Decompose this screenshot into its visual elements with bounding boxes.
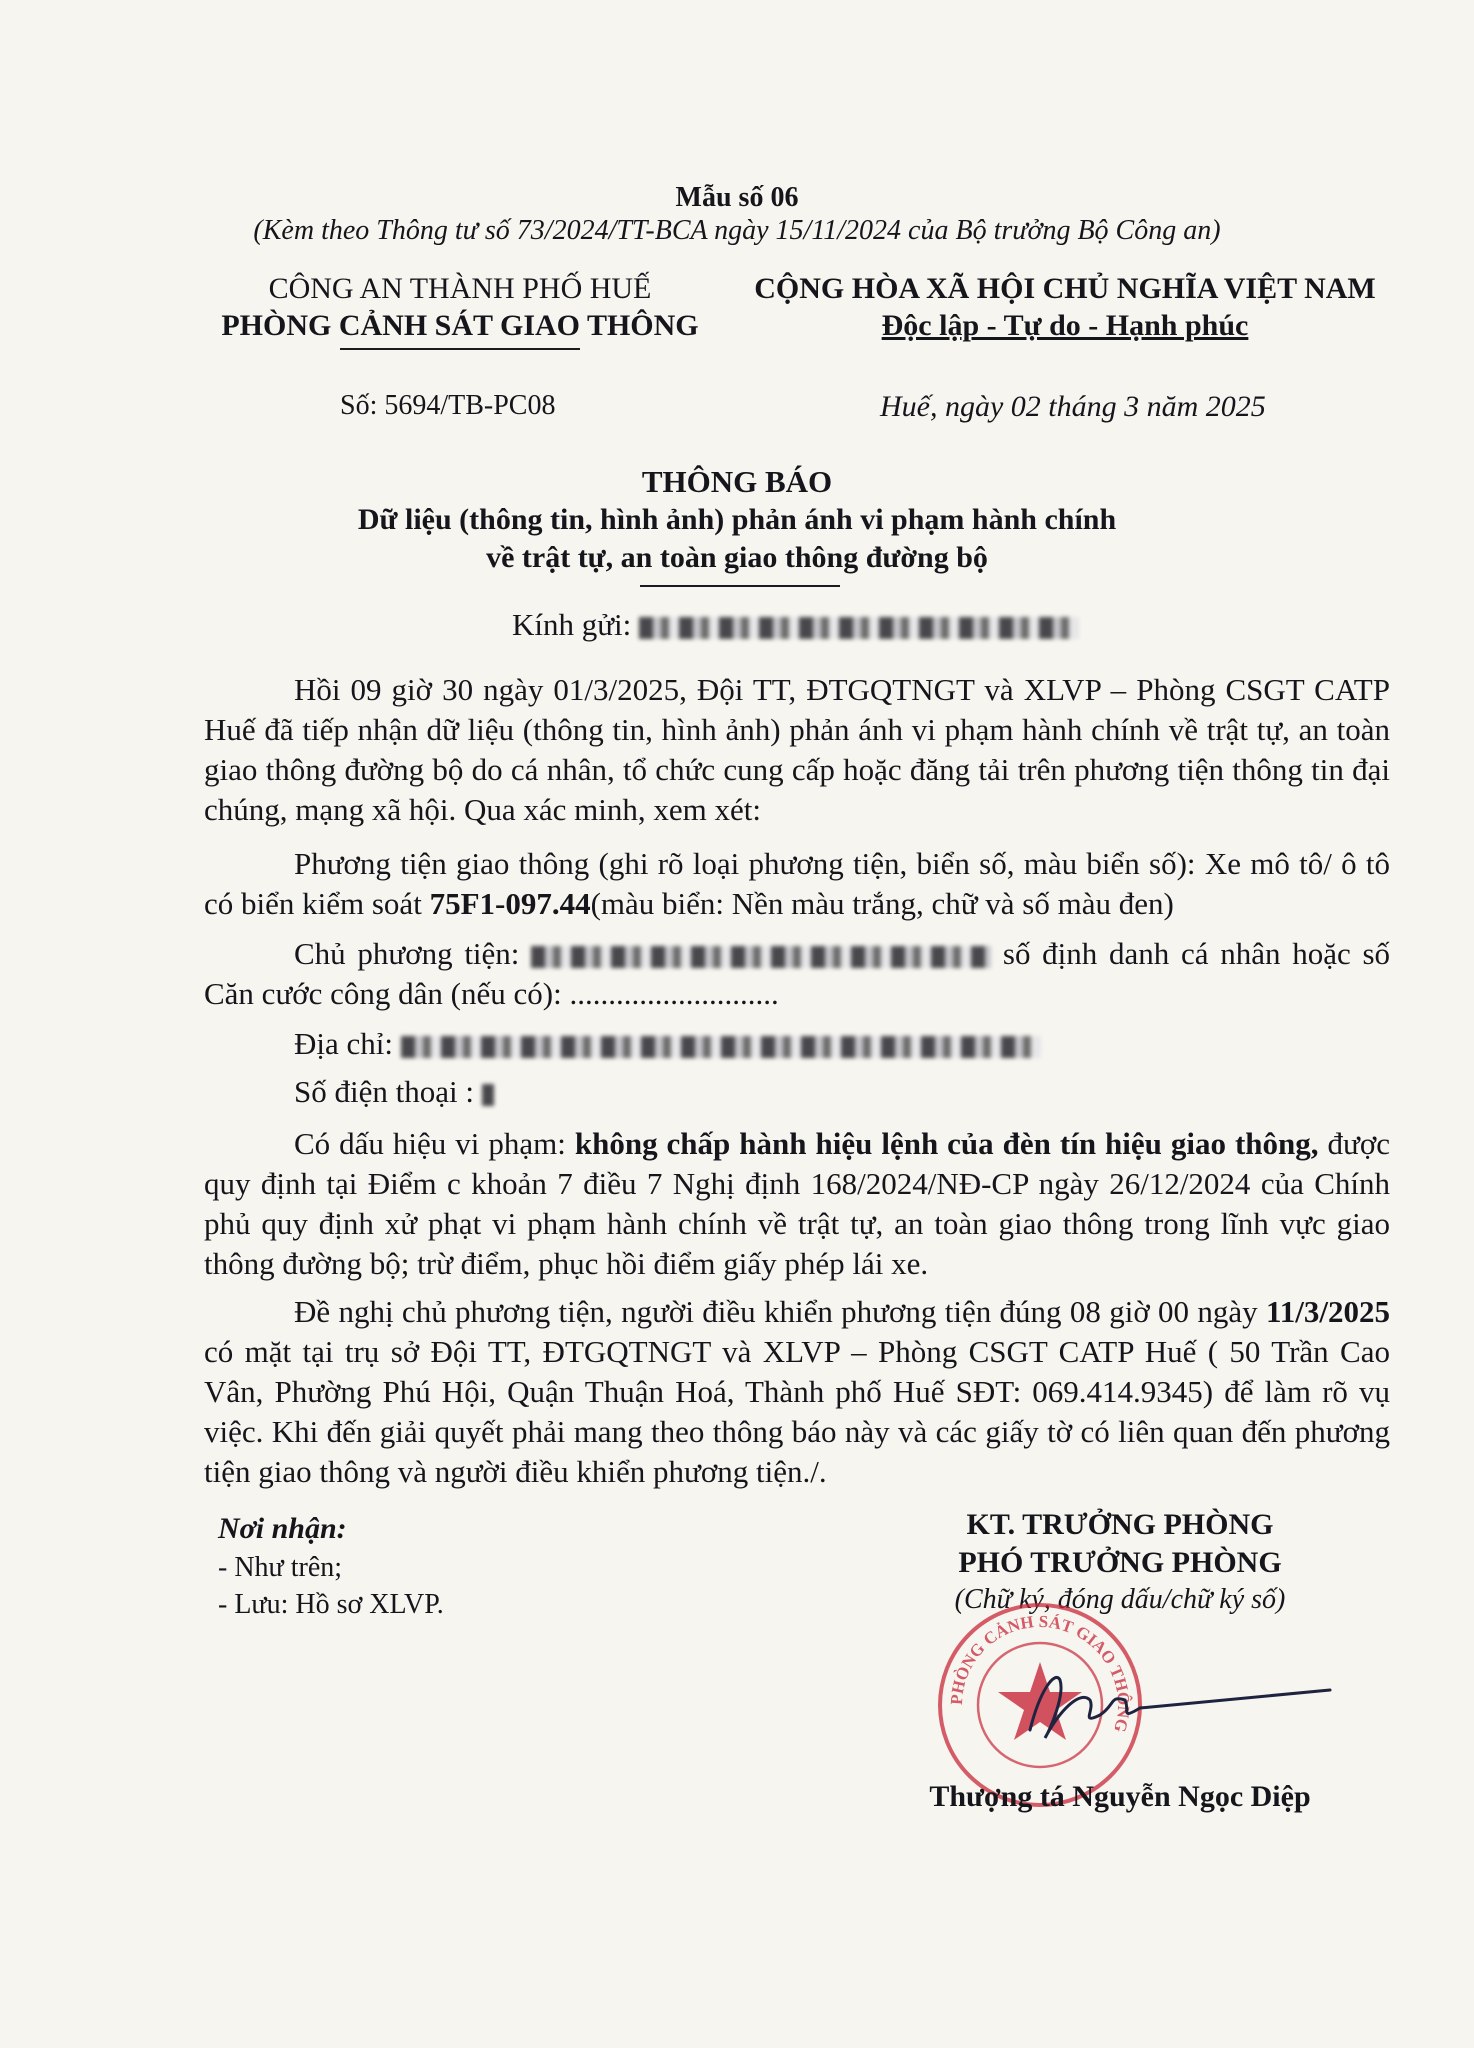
- paragraph-violation: [204, 1124, 1390, 1284]
- signature-note: (Chữ ký, đóng dấu/chữ ký số): [954, 1584, 1286, 1615]
- violation-legal-basis: được quy định tại Điểm c khoản 7 điều 7 Nghị định 168/2024/NĐ-CP ngày 26/12/2024 của Chính phủ quy định xử phạt vi phạm hành chính về trật tự, an toàn giao thông trong lĩnh vực giao thông đường bộ; trừ điểm, phục hồi điểm giấy phép lái xe.: [204, 1126, 1390, 1281]
- license-plate: 75F1-097.44: [429, 886, 591, 921]
- agency-line-1: CÔNG AN THÀNH PHỐ HUẾ: [268, 272, 652, 305]
- address-label: Địa chỉ:: [294, 1026, 393, 1061]
- redacted-address: [401, 1036, 1041, 1058]
- handwritten-signature: [1010, 1660, 1340, 1750]
- paragraph-owner: [204, 934, 1390, 1014]
- signature-title-1: KT. TRƯỞNG PHÒNG: [966, 1508, 1274, 1541]
- paragraph-receipt-text: Hồi 09 giờ 30 ngày 01/3/2025, Đội TT, ĐTGQTNGT và XLVP – Phòng CSGT CATP Huế đã tiếp nhận dữ liệu (thông tin, hình ảnh) phản ánh vi phạm hành chính về trật tự, an toàn giao thông đường bộ do cá nhân, tổ chức cung cấp hoặc đăng tải trên phương tiện thông tin đại chúng, mạng xã hội. Qua xác minh, xem xét:: [204, 672, 1390, 827]
- notice-subtitle-1: Dữ liệu (thông tin, hình ảnh) phản ánh vi phạm hành chính: [357, 503, 1117, 536]
- appointment-date: 11/3/2025: [1265, 1294, 1390, 1329]
- vehicle-text: Phương tiện giao thông (ghi rõ loại phương tiện, biển số, màu biển số): Xe mô tô/ ô tô có biển kiểm soát: [204, 846, 1390, 921]
- recipient-item-1: - Như trên;: [218, 1552, 343, 1583]
- document-number: Số: 5694/TB-PC08: [340, 390, 556, 421]
- redacted-owner: [531, 946, 991, 968]
- recipient-line: [512, 607, 1079, 643]
- violation-label: Có dấu hiệu vi phạm:: [294, 1126, 575, 1161]
- agency-line-2: PHÒNG CẢNH SÁT GIAO THÔNG: [221, 309, 699, 342]
- recipients-label: Nơi nhận:: [218, 1512, 347, 1545]
- place-date: Huế, ngày 02 tháng 3 năm 2025: [880, 390, 1266, 423]
- paragraph-receipt: [204, 670, 1390, 830]
- plate-color: (màu biển: Nền màu trắng, chữ và số màu đen): [590, 886, 1174, 921]
- redacted-phone: [482, 1084, 494, 1106]
- request-text: Đề nghị chủ phương tiện, người điều khiển phương tiện đúng 08 giờ 00 ngày: [294, 1294, 1266, 1329]
- recipient-label: Kính gửi:: [512, 607, 632, 642]
- paragraph-address: [204, 1024, 1390, 1064]
- request-details: có mặt tại trụ sở Đội TT, ĐTGQTNGT và XLVP – Phòng CSGT CATP Huế ( 50 Trần Cao Vân, Phường Phú Hội, Quận Thuận Hoá, Thành phố Huế SĐT: 069.414.9345) để làm rõ vụ việc. Khi đến giải quyết phải mang theo thông báo này và các giấy tờ có liên quan đến phương tiện giao thông và người điều khiển phương tiện./.: [204, 1334, 1390, 1489]
- nation-line-2: Độc lập - Tự do - Hạnh phúc: [881, 309, 1249, 342]
- owner-id-text: số định danh cá nhân hoặc số Căn cước công dân (nếu có): ...........................: [204, 936, 1391, 1011]
- form-reference: (Kèm theo Thông tư số 73/2024/TT-BCA ngày 15/11/2024 của Bộ trưởng Bộ Công an): [253, 215, 1221, 246]
- seal-text: PHÒNG CẢNH SÁT GIAO THÔNG: [946, 1611, 1134, 1735]
- paragraph-request: [204, 1292, 1390, 1492]
- recipient-item-2: - Lưu: Hồ sơ XLVP.: [218, 1589, 444, 1620]
- signature-title-2: PHÓ TRƯỞNG PHÒNG: [958, 1546, 1282, 1579]
- nation-line-1: CỘNG HÒA XÃ HỘI CHỦ NGHĨA VIỆT NAM: [754, 272, 1376, 305]
- redacted-recipient: [639, 617, 1079, 639]
- paragraph-phone: [204, 1072, 1390, 1112]
- notice-title: THÔNG BÁO: [641, 464, 833, 499]
- notice-subtitle-2: về trật tự, an toàn giao thông đường bộ: [486, 541, 988, 574]
- title-underline: [640, 585, 840, 587]
- form-number: Mẫu số 06: [675, 182, 799, 213]
- violation-description: không chấp hành hiệu lệnh của đèn tín hiệu giao thông,: [574, 1126, 1319, 1161]
- phone-label: Số điện thoại :: [294, 1074, 474, 1109]
- agency-underline: [340, 348, 580, 350]
- paragraph-vehicle: [204, 844, 1390, 924]
- signer-name: Thượng tá Nguyễn Ngọc Diệp: [929, 1780, 1311, 1813]
- owner-label: Chủ phương tiện:: [294, 936, 520, 971]
